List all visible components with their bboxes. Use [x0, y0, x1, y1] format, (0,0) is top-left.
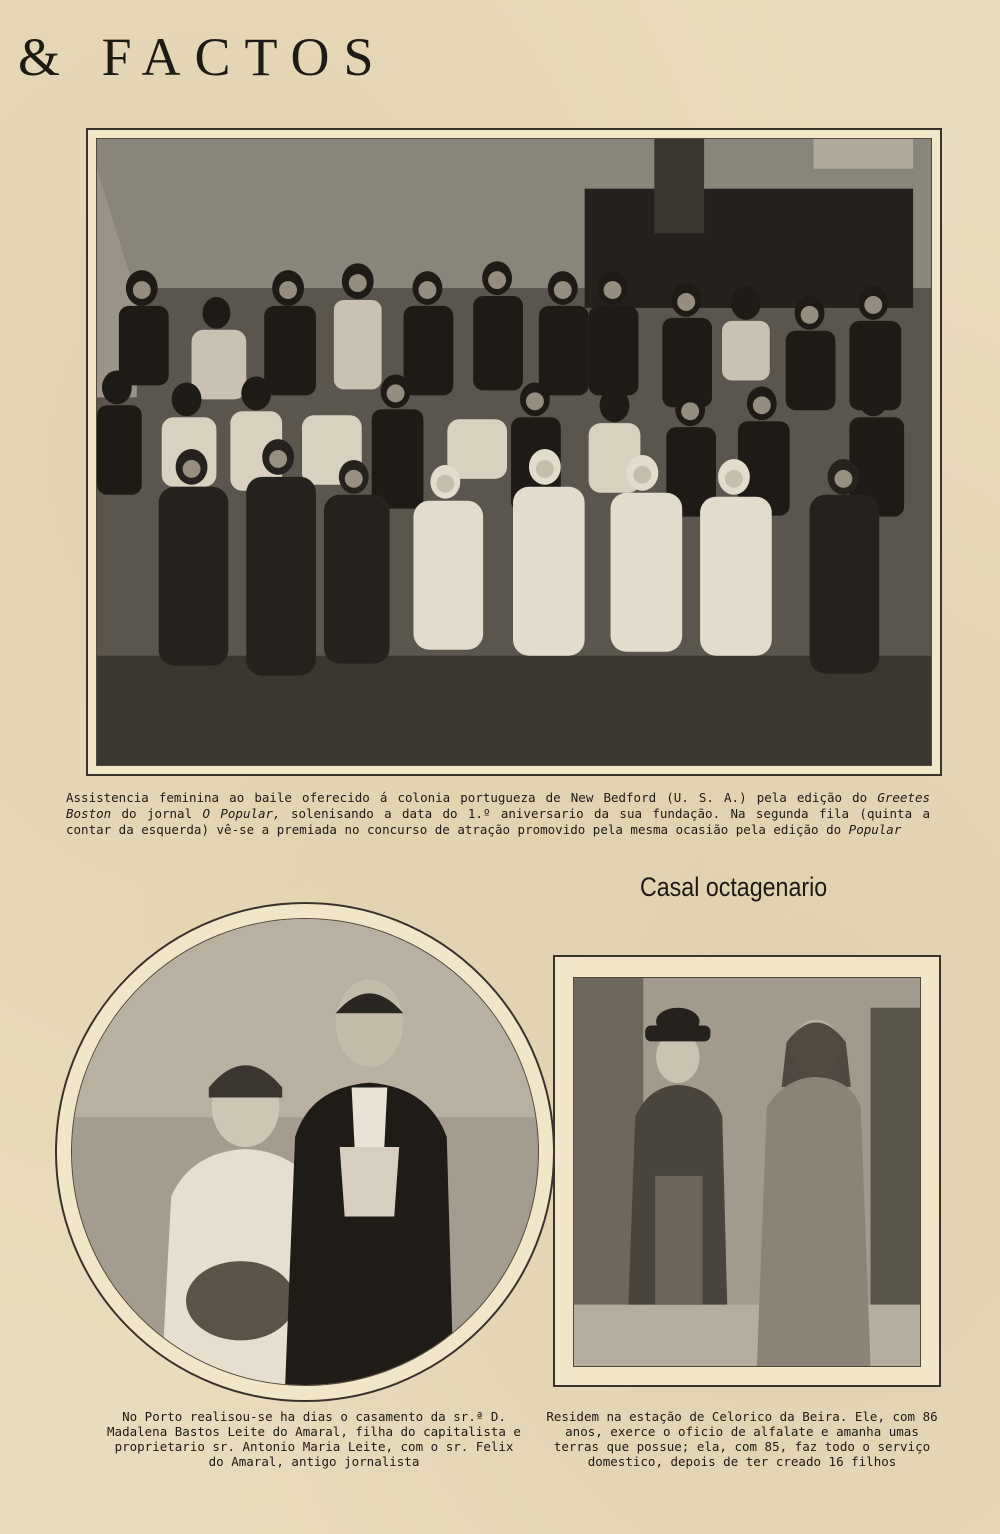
couple-photo	[573, 977, 921, 1367]
couple-photo-frame	[553, 955, 941, 1387]
caption-italic-popular: O Popular,	[202, 806, 281, 821]
group-photo	[96, 138, 932, 766]
masthead-title: & FACTOS	[18, 27, 388, 87]
group-photo-image	[97, 139, 931, 765]
couple-photo-caption: Residem na estação de Celorico da Beira. Ele, com 86 anos, exerce o oficio de alfalate e amanha umas terras que possue; ela, com 85, faz todo o serviço domestico, depois de ter creado 16 filhos	[546, 1409, 938, 1469]
wedding-photo	[71, 918, 539, 1386]
caption-italic-greetes: Greetes Boston	[66, 790, 930, 821]
section-title: Casal octagenario	[640, 872, 828, 902]
caption-italic-popular-2: Popular	[848, 822, 902, 837]
wedding-photo-frame	[55, 902, 555, 1402]
group-photo-frame	[86, 128, 942, 776]
wedding-photo-image	[72, 919, 538, 1385]
group-photo-caption: Assistencia feminina ao baile oferecido á colonia portugueza de New Bedford (U. S. A.) pela edição do Greetes Boston do jornal O Popular, solenisando a data do 1.º aniversario da sua fundação. Na segunda fila (quinta a contar da esquerda) vê-se a premiada no concurso de atração promovido pela mesma ocasião pela edição do Popular	[66, 790, 930, 837]
couple-photo-image	[574, 978, 920, 1366]
wedding-photo-caption: No Porto realisou-se ha dias o casamento da sr.ª D. Madalena Bastos Leite do Amaral, filha do capitalista e proprietario sr. Antonio Maria Leite, com o sr. Felix do Amaral, antigo jornalista	[107, 1409, 521, 1469]
